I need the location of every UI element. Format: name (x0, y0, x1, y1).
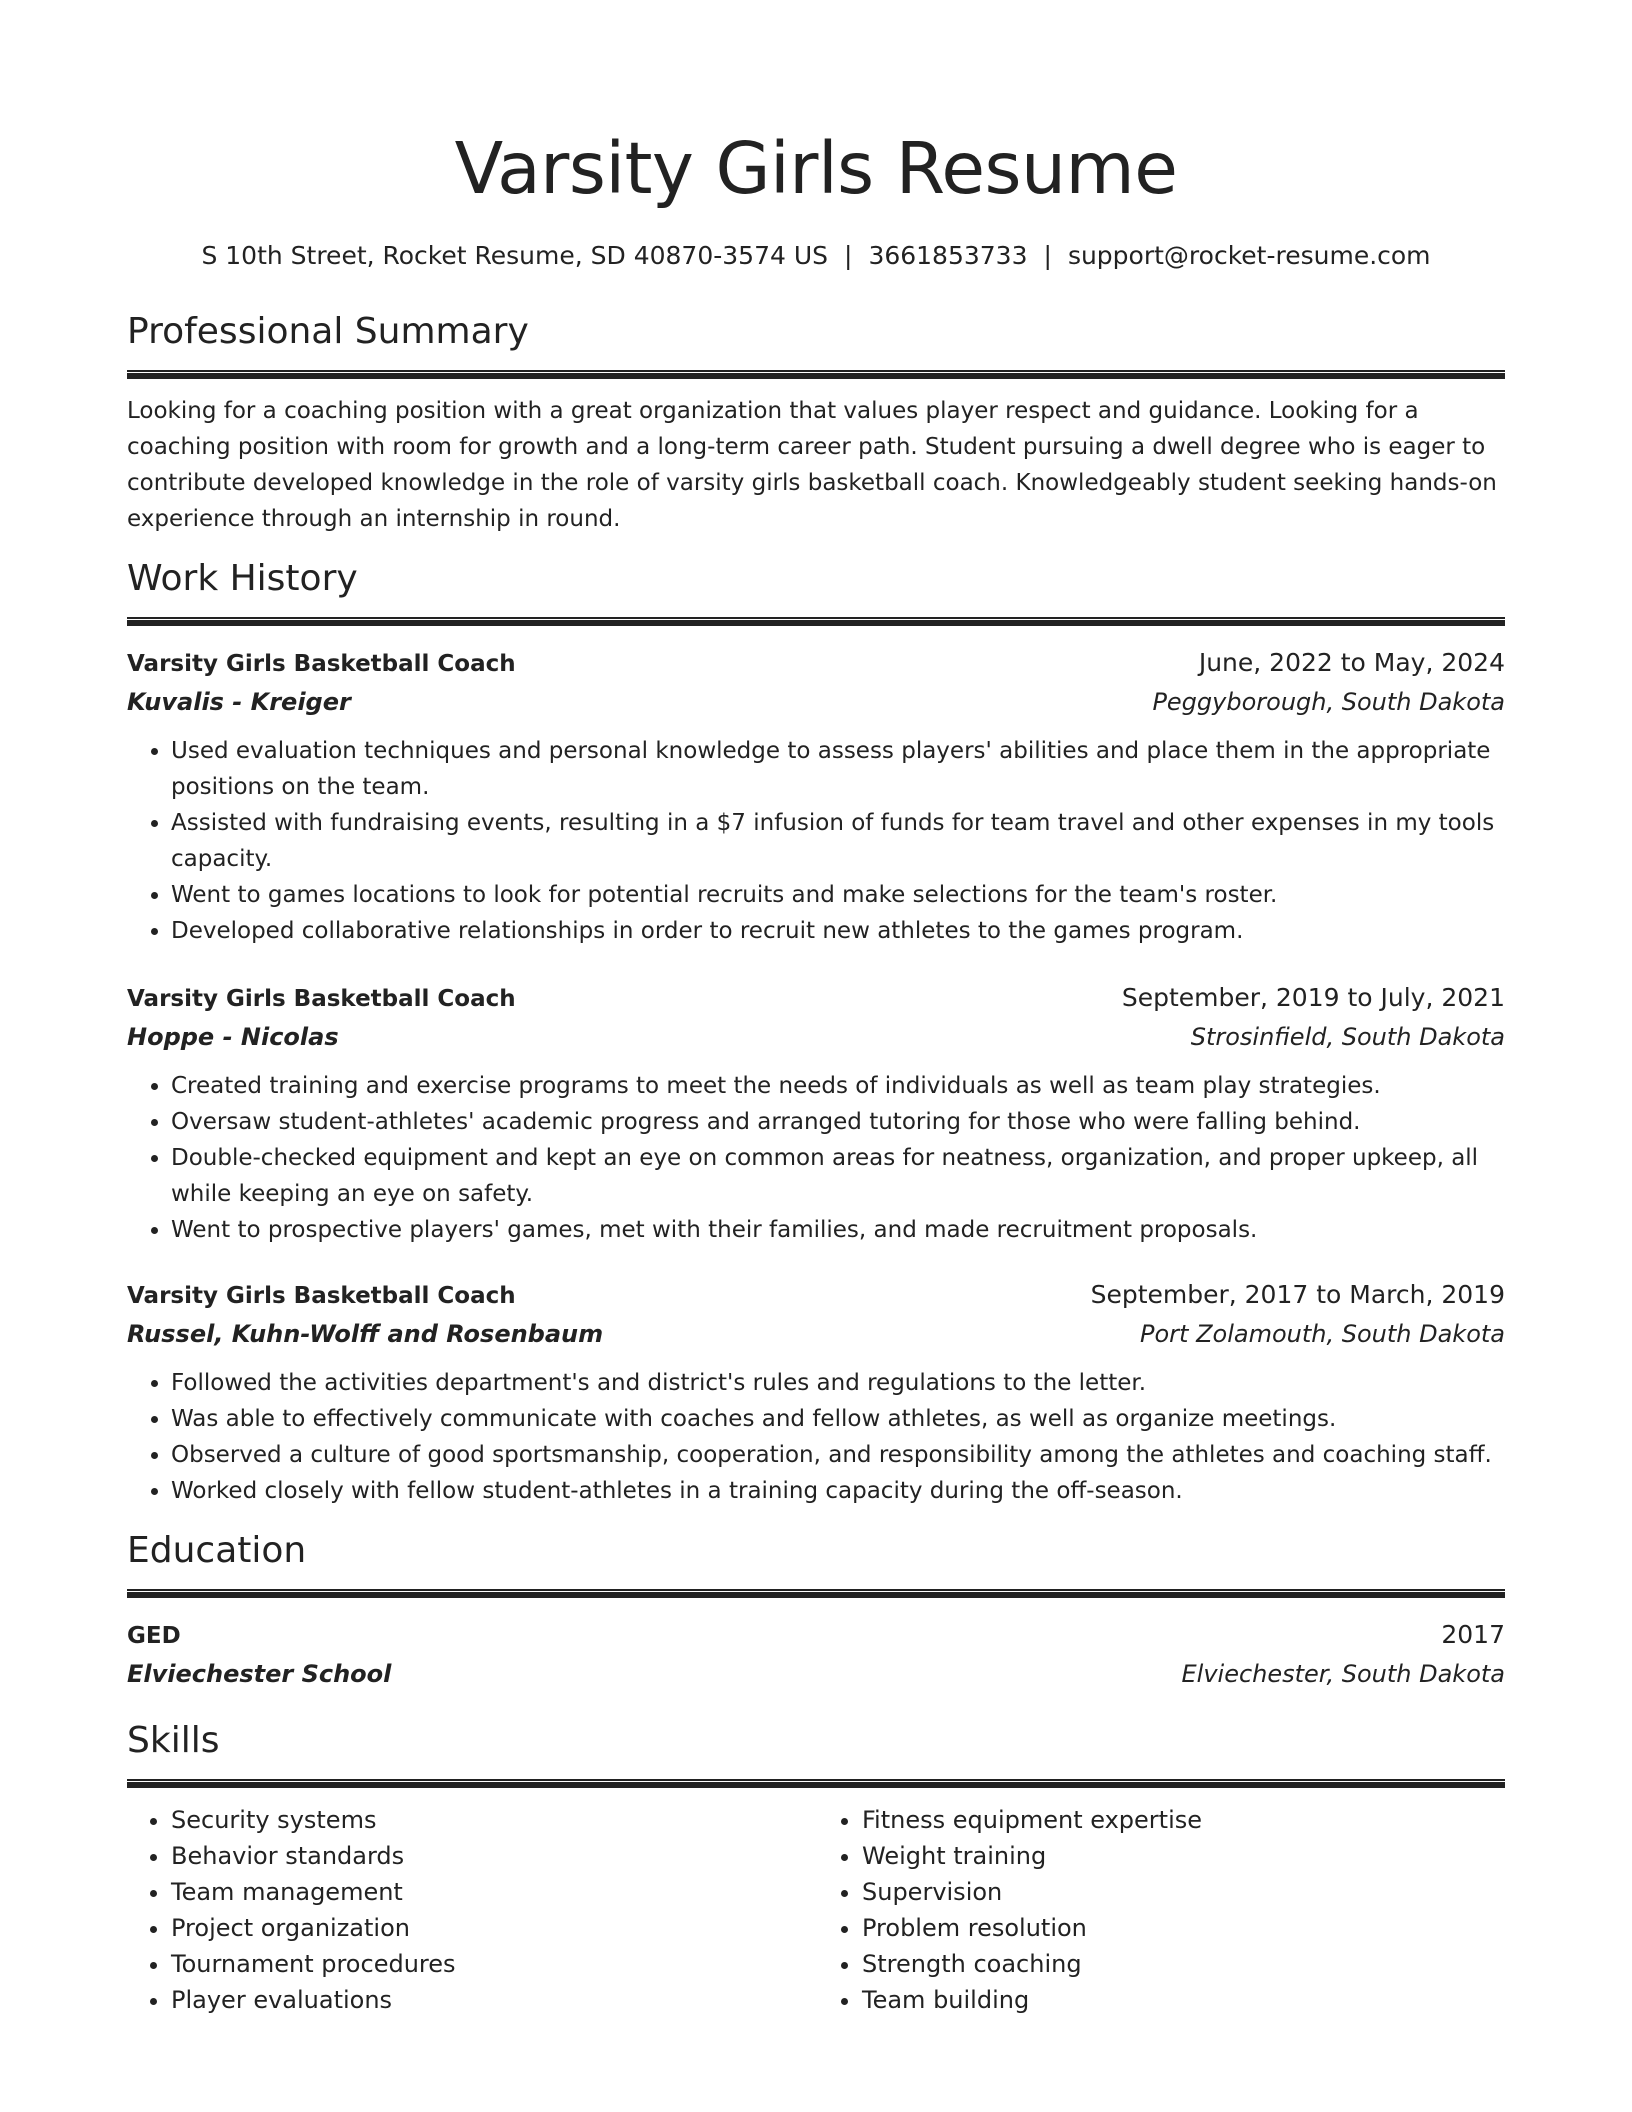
skill-item: • Weight training (862, 1838, 1505, 1874)
skill-item: • Supervision (862, 1874, 1505, 1910)
skill-item: • Tournament procedures (171, 1946, 814, 1982)
contact-line (127, 238, 1505, 274)
job-title: Varsity Girls Basketball Coach (127, 986, 516, 1012)
education-school-row (127, 1655, 1505, 1693)
skills-columns (127, 1802, 1505, 2018)
job-bullet: • Went to prospective players' games, met with their families, and made recruitment proposals. (171, 1212, 1505, 1248)
summary-section (127, 308, 1505, 537)
skill-item: • Behavior standards (171, 1838, 814, 1874)
contact-phone: 3661853733 (868, 241, 1028, 270)
job-title: Varsity Girls Basketball Coach (127, 651, 516, 677)
job-dates: September, 2019 to July, 2021 (1121, 983, 1505, 1012)
skill-item: • Team management (171, 1874, 814, 1910)
job-location: Port Zolamouth, South Dakota (1140, 1320, 1505, 1348)
skill-item: • Strength coaching (862, 1946, 1505, 1982)
section-divider (127, 370, 1505, 379)
contact-email: support@rocket-resume.com (1067, 241, 1431, 270)
job-bullet: • Went to games locations to look for potential recruits and make selections for the team's roster. (171, 877, 1505, 913)
job-bullet: • Developed collaborative relationships in order to recruit new athletes to the games program. (171, 913, 1505, 949)
skills-section (127, 1717, 1505, 2018)
job-location: Peggyborough, South Dakota (1152, 688, 1505, 716)
job-header-row (127, 1276, 1505, 1315)
skill-item: • Player evaluations (171, 1982, 814, 2018)
job-entry (127, 1276, 1505, 1509)
job-bullet: • Oversaw student-athletes' academic progress and arranged tutoring for those who were falling behind. (171, 1104, 1505, 1140)
job-bullet: • Was able to effectively communicate with coaches and fellow athletes, as well as organize meetings. (171, 1401, 1505, 1437)
contact-separator: | (1043, 241, 1052, 270)
job-dates: June, 2022 to May, 2024 (1198, 648, 1505, 677)
education-location: Elviechester, South Dakota (1181, 1660, 1505, 1688)
section-divider (127, 1589, 1505, 1598)
job-company: Kuvalis - Kreiger (127, 688, 351, 716)
skills-column-left (127, 1802, 814, 2018)
section-heading-education: Education (127, 1530, 307, 1571)
resume-name: Varsity Girls Resume (454, 127, 1178, 210)
skill-item: • Security systems (171, 1802, 814, 1838)
section-heading-summary: Professional Summary (127, 311, 529, 352)
contact-address: S 10th Street, Rocket Resume, SD 40870-3574 US (201, 241, 828, 270)
job-bullet: • Followed the activities department's and district's rules and regulations to the letter. (171, 1365, 1505, 1401)
summary-text: Looking for a coaching position with a great organization that values player respect and guidance. Looking for a coaching position with room for growth and a long-term career path. Student pursuing a dwell degree who is eager to contribute developed knowledge in the role of varsity girls basketball coach. Knowledgeably student seeking hands-on experience through an internship in round. (127, 398, 1497, 532)
job-company: Hoppe - Nicolas (127, 1023, 339, 1051)
job-company: Russel, Kuhn-Wolff and Rosenbaum (127, 1320, 604, 1348)
job-company-row (127, 683, 1505, 721)
job-company-row (127, 1018, 1505, 1056)
section-heading-skills: Skills (127, 1720, 220, 1761)
section-divider (127, 1779, 1505, 1788)
work-history-section (127, 555, 1505, 1509)
section-heading-work-history: Work History (127, 558, 358, 599)
job-dates: September, 2017 to March, 2019 (1090, 1280, 1505, 1309)
job-bullet: • Worked closely with fellow student-athletes in a training capacity during the off-season. (171, 1473, 1505, 1509)
job-entry (127, 979, 1505, 1248)
job-entry (127, 644, 1505, 949)
section-divider (127, 617, 1505, 626)
job-bullet: • Used evaluation techniques and personal knowledge to assess players' abilities and place them in the appropriate positions on the team. (171, 733, 1505, 805)
job-location: Strosinfield, South Dakota (1190, 1023, 1505, 1051)
education-year: 2017 (1441, 1620, 1505, 1649)
skill-item: • Team building (862, 1982, 1505, 2018)
education-header-row (127, 1616, 1505, 1655)
job-bullet: • Observed a culture of good sportsmanship, cooperation, and responsibility among the athletes and coaching staff. (171, 1437, 1505, 1473)
job-bullet: • Created training and exercise programs to meet the needs of individuals as well as team play strategies. (171, 1068, 1505, 1104)
job-bullets (127, 733, 1505, 949)
job-title: Varsity Girls Basketball Coach (127, 1283, 516, 1309)
job-bullets (127, 1365, 1505, 1509)
education-section (127, 1527, 1505, 1693)
job-bullet: • Assisted with fundraising events, resulting in a $7 infusion of funds for team travel and other expenses in my tools capacity. (171, 805, 1505, 877)
job-header-row (127, 979, 1505, 1018)
skill-item: • Problem resolution (862, 1910, 1505, 1946)
education-entry (127, 1616, 1505, 1693)
skill-item: • Fitness equipment expertise (862, 1802, 1505, 1838)
job-company-row (127, 1315, 1505, 1353)
skill-item: • Project organization (171, 1910, 814, 1946)
skills-column-right (814, 1802, 1505, 2018)
contact-separator: | (844, 241, 853, 270)
job-bullet: • Double-checked equipment and kept an eye on common areas for neatness, organization, and proper upkeep, all while keeping an eye on safety. (171, 1140, 1505, 1212)
job-header-row (127, 644, 1505, 683)
education-degree: GED (127, 1623, 181, 1649)
education-school: Elviechester School (127, 1660, 392, 1688)
job-bullets (127, 1068, 1505, 1248)
